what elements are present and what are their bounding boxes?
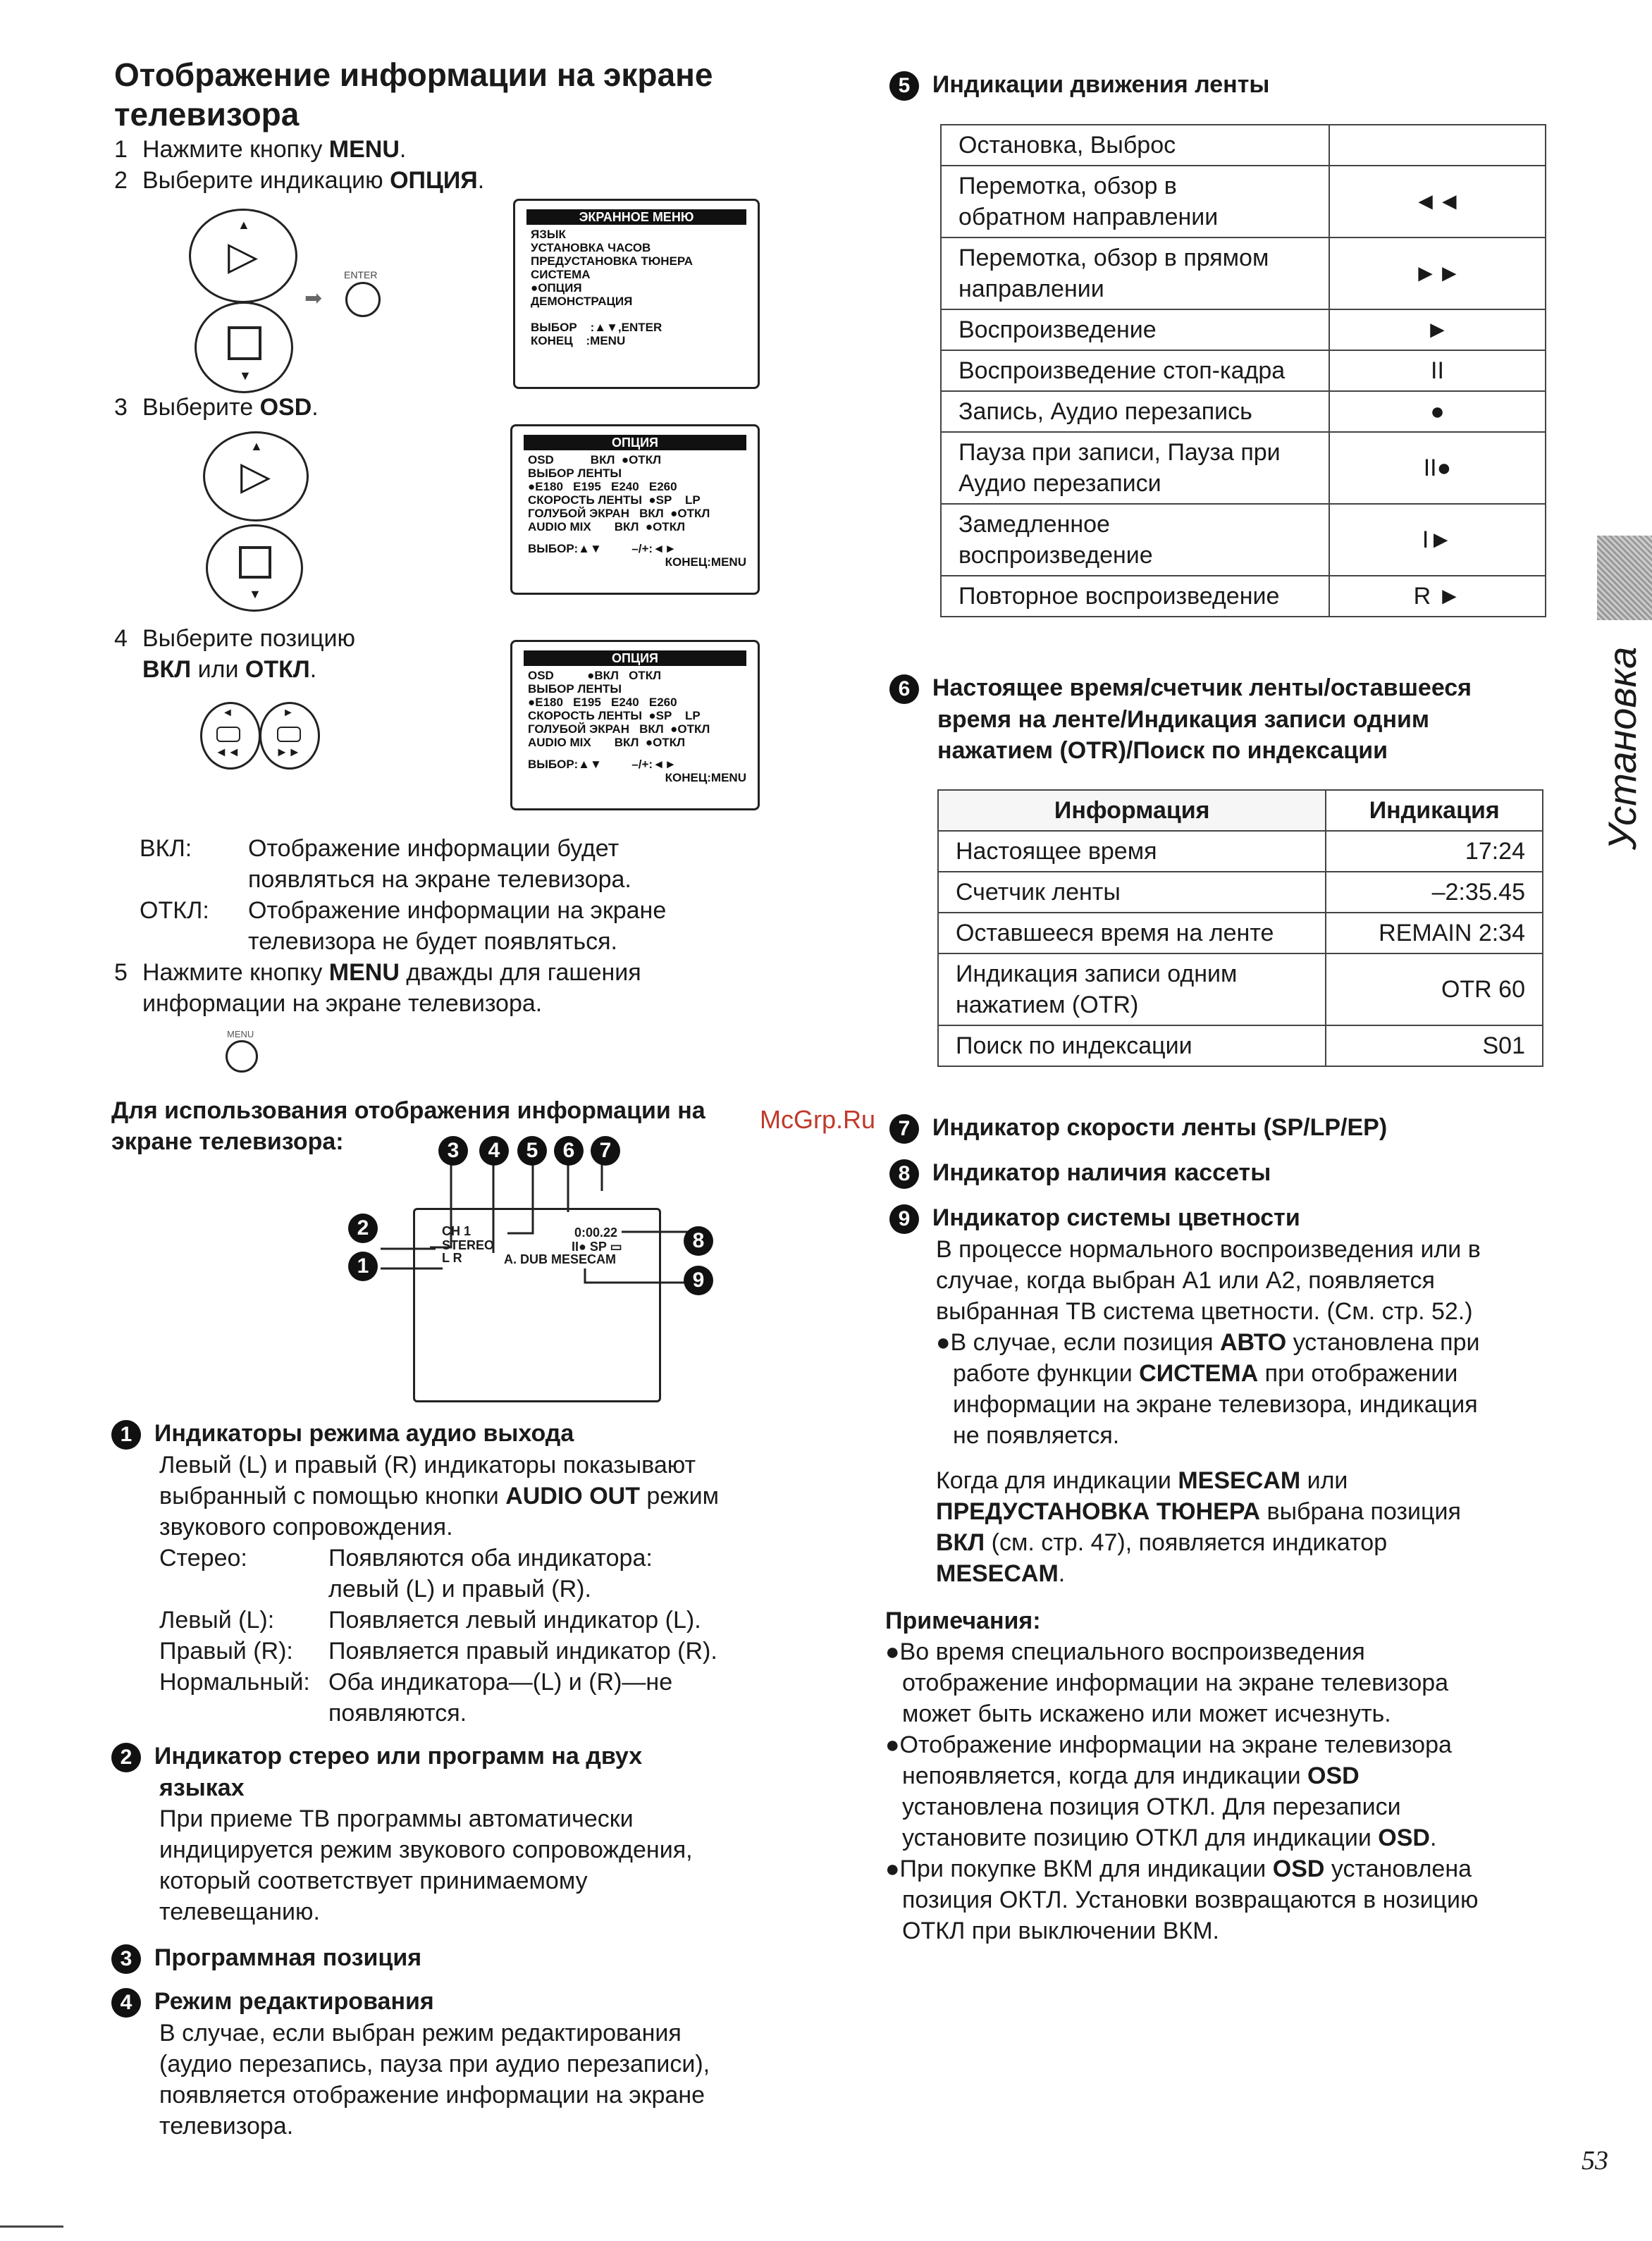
step-3: 3 Выберите OSD.	[114, 394, 319, 421]
step-5: 5 Нажмите кнопку MENU дважды для гашения информации на экране телевизора.	[114, 959, 641, 1017]
info-name-cell: Счетчик ленты	[938, 872, 1326, 913]
tape-indication-table	[940, 124, 1546, 617]
tape-mode-cell: Воспроизведение	[941, 309, 1329, 350]
up-right-button-2[interactable]	[203, 431, 309, 521]
option-menu-3: ОПЦИЯ OSD ●ВКЛ ОТКЛ ВЫБОР ЛЕНТЫ ●E180 E195 E240 E260 СКОРОСТЬ ЛЕНТЫ ●SP LP ГОЛУБОЙ ЭКРАН ВКЛ ●ОТКЛ AUDIO MIX ВКЛ ●ОТКЛ ВЫБОР:▲▼ –/+:◄► КОНЕЦ:MENU	[510, 640, 760, 810]
tape-symbol-cell: ◄◄	[1329, 166, 1546, 237]
on-label: ВКЛ:	[140, 835, 192, 862]
info-value-cell: S01	[1326, 1025, 1543, 1066]
marker-8: 8	[684, 1226, 713, 1256]
info-table-row	[938, 831, 1543, 872]
info-value-cell: REMAIN 2:34	[1326, 913, 1543, 953]
section-8: 8 Индикатор наличия кассеты	[889, 1157, 1271, 1189]
section-7: 7 Индикатор скорости ленты (SP/LP/EP)	[889, 1112, 1387, 1144]
tape-symbol-cell: II●	[1329, 432, 1546, 504]
section-9: 9 Индикатор системы цветности В процессе нормального воспроизведения или в случае, когда выбран A1 или A2, появляется выбранная ТВ система цветности. (См. стр. 52.) ●В случае, если позиция АВТО установлена при работе функции СИСТЕМА при отображении информации на экране телевизора, индикация не появляется. Когда для индикации MESECAM или ПРЕДУСТАНОВКА ТЮНЕРА выбрана позиция ВКЛ (см. стр. 47), появляется индикатор MESECAM.	[889, 1202, 1566, 1589]
info-table-row	[938, 1025, 1543, 1066]
menu-button[interactable]	[226, 1040, 258, 1073]
off-text: Отображение информации на экране телевизора не будет появляться.	[248, 897, 667, 955]
marker-5: 5	[517, 1136, 547, 1166]
off-label: ОТКЛ:	[140, 897, 209, 924]
info-name-cell: Поиск по индексации	[938, 1025, 1326, 1066]
tape-symbol-cell: II	[1329, 350, 1546, 391]
tape-symbol-cell: R ►	[1329, 576, 1546, 617]
tape-table-row	[941, 391, 1546, 432]
marker-2: 2	[348, 1214, 378, 1243]
section-3: 3 Программная позиция	[111, 1942, 788, 1974]
step-4: 4 Выберите позицию ВКЛ или ОТКЛ.	[114, 625, 356, 683]
fast-forward-icon: ►►	[276, 745, 301, 759]
up-right-button[interactable]	[189, 209, 297, 303]
tape-symbol-cell: I►	[1329, 504, 1546, 576]
section-6-heading: 6 Настоящее время/счетчик ленты/оставшееся время на ленте/Индикация записи одним нажатием (OTR)/Поиск по индексации	[889, 672, 1472, 766]
tape-icon	[277, 727, 301, 742]
tape-symbol-cell: ►	[1329, 309, 1546, 350]
stop-square-icon	[228, 326, 261, 360]
info-name-cell: Индикация записи одним нажатием (OTR)	[938, 953, 1326, 1025]
info-value-cell: OTR 60	[1326, 953, 1543, 1025]
notes: Примечания: ●Во время специального воспроизведения отображение информации на экране телевизора может быть искажено или может исчезнуть. ●Отображение информации на экране телевизора непоявляется, когда для индикации OSD установлена позиция ОТКЛ. Для перезаписи установите позицию ОТКЛ для индикации OSD. ●При покупке ВКМ для индикации OSD установлена позиция ОКТЛ. Установки возвращаются в нозицию ОТКЛ при выключении ВКМ.	[885, 1605, 1576, 1946]
menu2-title: ОПЦИЯ	[524, 435, 746, 450]
marker-3: 3	[438, 1136, 468, 1166]
stereo-indicator: STEREO	[442, 1238, 495, 1252]
marker-1: 1	[348, 1252, 378, 1281]
tape-mode-cell: Пауза при записи, Пауза при Аудио перезаписи	[941, 432, 1329, 504]
osd-heading: Для использования отображения информации на экране телевизора:	[111, 1097, 705, 1155]
tape-table-row	[941, 237, 1546, 309]
channel-indicator: CH 1	[442, 1224, 471, 1238]
right-ff-button[interactable]	[259, 702, 320, 770]
section-2: 2 Индикатор стерео или программ на двух языках При приеме ТВ программы автоматически индицируется режим звукового сопровождения, который соответствует принимаемому телевещанию.	[111, 1741, 788, 1927]
play-triangle-icon: ▷	[228, 233, 259, 278]
dub-mesecam-indicator: A. DUB MESECAM	[504, 1252, 617, 1266]
tape-table-row	[941, 125, 1546, 166]
side-tab-label: Установка	[1600, 646, 1644, 851]
up-arrow-icon: ▲	[250, 439, 263, 453]
tape-mode-cell: Остановка, Выброс	[941, 125, 1329, 166]
page-title: Отображение информации на экране телевизора	[114, 56, 713, 132]
up-arrow-icon: ▲	[238, 218, 250, 232]
info-table-row	[938, 953, 1543, 1025]
lr-indicator: L R	[442, 1251, 462, 1265]
section-4: 4 Режим редактирования В случае, если выбран режим редактирования (аудио перезапись, пауза при аудио перезаписи), появляется отображение информации на экране телевизора.	[111, 1986, 788, 2142]
marker-4: 4	[479, 1136, 509, 1166]
info-name-cell: Оставшееся время на ленте	[938, 913, 1326, 953]
tape-table-row	[941, 309, 1546, 350]
marker-6: 6	[554, 1136, 584, 1166]
tape-table-row	[941, 432, 1546, 504]
step-1: 1 Нажмите кнопку MENU.	[114, 136, 407, 163]
marker-9: 9	[684, 1266, 713, 1295]
tape-symbol-cell: ●	[1329, 391, 1546, 432]
arrow-right-icon: ➡	[304, 287, 323, 310]
option-menu-2: ОПЦИЯ OSD ВКЛ ●ОТКЛ ВЫБОР ЛЕНТЫ ●E180 E195 E240 E260 СКОРОСТЬ ЛЕНТЫ ●SP LP ГОЛУБОЙ ЭКРАН ВКЛ ●ОТКЛ AUDIO MIX ВКЛ ●ОТКЛ ВЫБОР:▲▼ –/+:◄► КОНЕЦ:MENU	[510, 424, 760, 595]
tape-mode-cell: Перемотка, обзор в прямом направлении	[941, 237, 1329, 309]
rewind-icon: ◄◄	[215, 745, 240, 759]
step-2: 2 Выберите индикацию ОПЦИЯ.	[114, 167, 485, 194]
page-number: 53	[1582, 2146, 1608, 2175]
tape-mode-cell: Замедленное воспроизведение	[941, 504, 1329, 576]
section-5-heading: 5 Индикации движения ленты	[889, 69, 1269, 101]
tape-symbol-cell: ►►	[1329, 237, 1546, 309]
right-arrow-icon: ►	[283, 707, 294, 719]
info-name-cell: Настоящее время	[938, 831, 1326, 872]
menu1-title: ЭКРАННОЕ МЕНЮ	[526, 209, 746, 225]
menu-label: MENU	[227, 1029, 254, 1039]
info-table	[937, 789, 1543, 1067]
down-stop-button-2[interactable]	[206, 524, 303, 612]
tape-table-row	[941, 350, 1546, 391]
enter-button[interactable]	[345, 282, 381, 317]
tape-table-row	[941, 166, 1546, 237]
screen-menu-1: ЭКРАННОЕ МЕНЮ ЯЗЫК УСТАНОВКА ЧАСОВ ПРЕДУСТАНОВКА ТЮНЕРА СИСТЕМА ●ОПЦИЯ ДЕМОНСТРАЦИЯ ВЫБОР :▲▼,ENTER КОНЕЦ :MENU	[513, 199, 760, 389]
play-triangle-icon: ▷	[240, 453, 271, 498]
down-arrow-icon: ▼	[249, 587, 261, 601]
marker-7-screen: 7	[591, 1136, 620, 1166]
notes-title: Примечания:	[885, 1607, 1041, 1634]
tape-mode-cell: Воспроизведение стоп-кадра	[941, 350, 1329, 391]
info-table-row	[938, 872, 1543, 913]
tape-mode-cell: Перемотка, обзор в обратном направлении	[941, 166, 1329, 237]
info-table-header-indication: Индикация	[1326, 790, 1543, 831]
stop-square-icon	[239, 546, 271, 579]
tape-table-row	[941, 504, 1546, 576]
enter-label: ENTER	[344, 269, 378, 280]
section-tab-marker	[1597, 536, 1652, 620]
edge-mark	[0, 2225, 63, 2228]
info-value-cell: 17:24	[1326, 831, 1543, 872]
tape-mode-cell: Повторное воспроизведение	[941, 576, 1329, 617]
sp-indicator: II● SP ▭	[572, 1240, 622, 1254]
tape-icon	[216, 727, 240, 742]
info-table-header-info: Информация	[938, 790, 1326, 831]
menu3-title: ОПЦИЯ	[524, 650, 746, 666]
left-rewind-button[interactable]	[200, 702, 261, 770]
section-1: 1 Индикаторы режима аудио выхода Левый (L) и правый (R) индикаторы показывают выбранный с помощью кнопки AUDIO OUT режим звукового сопровождения. Стерео: Появляются оба индикатора: левый (L) и правый (R). Левый (L): Появляется левый индикатор (L). Правый (R): Появляется правый индикатор (R). Нормальный: Оба индикатора—(L) и (R)—не появляются.	[111, 1418, 788, 1729]
time-indicator: 0:00.22	[574, 1226, 618, 1240]
info-table-row	[938, 913, 1543, 953]
tape-symbol-cell	[1329, 125, 1546, 166]
watermark: McGrp.Ru	[760, 1105, 876, 1134]
on-text: Отображение информации будет появляться на экране телевизора.	[248, 835, 631, 893]
tape-table-row	[941, 576, 1546, 617]
left-arrow-icon: ◄	[222, 707, 233, 719]
down-stop-button[interactable]	[195, 302, 293, 393]
down-arrow-icon: ▼	[239, 369, 252, 383]
info-value-cell: –2:35.45	[1326, 872, 1543, 913]
tape-mode-cell: Запись, Аудио перезапись	[941, 391, 1329, 432]
